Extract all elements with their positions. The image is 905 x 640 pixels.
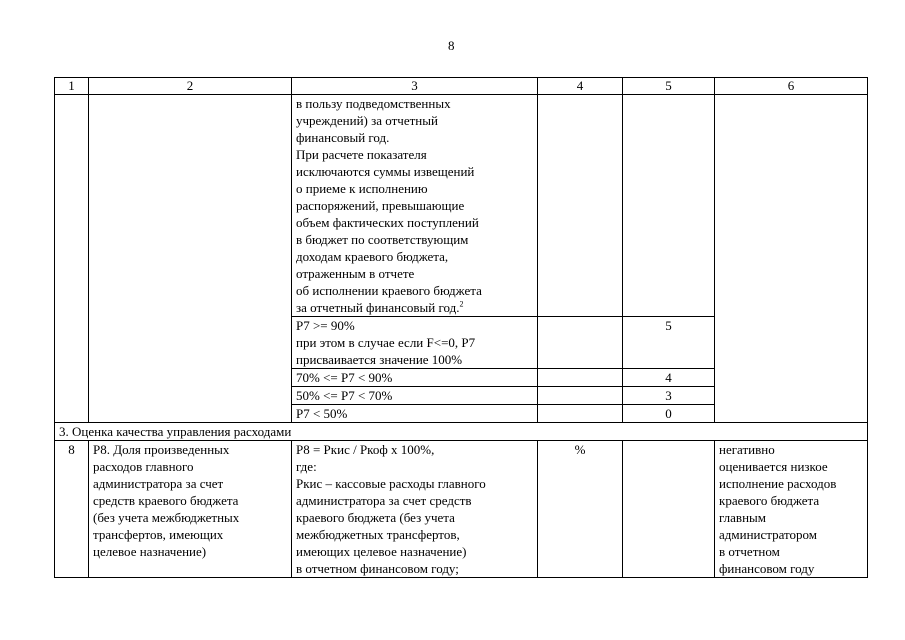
row8-name: Р8. Доля произведенных расходов главного администратора за счет средств краевого бюджета (без учета межбюджетных трансфертов, имеющих целевое назначение) bbox=[89, 441, 292, 578]
page-number: 8 bbox=[448, 38, 455, 53]
header-col-3: 3 bbox=[292, 78, 538, 95]
criteria-score: 0 bbox=[623, 405, 715, 423]
criteria-score: 4 bbox=[623, 369, 715, 387]
header-col-6: 6 bbox=[715, 78, 868, 95]
continuation-text: в пользу подведомственных учреждений) за отчетный финансовый год. При расчете показателя исключаются суммы извещений о приеме к исполнению распоряжений, превышающие объем фактических поступлений в бюджет по соответствующим доходам краевого бюджета, отраженным в отчете об исполнении краевого бюджета за отчетный финансовый год. bbox=[296, 96, 482, 315]
footnote-mark: 2 bbox=[459, 299, 464, 309]
indicator-row-8 bbox=[55, 441, 868, 578]
header-col-2: 2 bbox=[89, 78, 292, 95]
header-row bbox=[55, 78, 868, 95]
row8-comment: негативно оценивается низкое исполнение расходов краевого бюджета главным администратором в отчетном финансовом году bbox=[715, 441, 868, 578]
criteria-unit-cell bbox=[538, 387, 623, 405]
row8-num: 8 bbox=[55, 441, 89, 578]
continuation-text-cell bbox=[292, 95, 538, 317]
criteria-condition: Р7 < 50% bbox=[292, 405, 538, 423]
criteria-condition: 70% <= Р7 < 90% bbox=[292, 369, 538, 387]
continuation-row bbox=[55, 95, 868, 317]
row8-score bbox=[623, 441, 715, 578]
header-col-4: 4 bbox=[538, 78, 623, 95]
indicators-table bbox=[54, 77, 868, 578]
continuation-unit-cell bbox=[538, 95, 623, 317]
section-row bbox=[55, 423, 868, 441]
continuation-comment-cell bbox=[715, 95, 868, 423]
header-col-1: 1 bbox=[55, 78, 89, 95]
criteria-score: 3 bbox=[623, 387, 715, 405]
criteria-unit-cell bbox=[538, 405, 623, 423]
criteria-unit-cell bbox=[538, 369, 623, 387]
row8-unit: % bbox=[538, 441, 623, 578]
continuation-name-cell bbox=[89, 95, 292, 423]
continuation-score-cell bbox=[623, 95, 715, 317]
criteria-condition: 50% <= Р7 < 70% bbox=[292, 387, 538, 405]
criteria-score: 5 bbox=[623, 317, 715, 369]
header-col-5: 5 bbox=[623, 78, 715, 95]
criteria-condition: Р7 >= 90% при этом в случае если F<=0, Р7 присваивается значение 100% bbox=[292, 317, 538, 369]
continuation-num-cell bbox=[55, 95, 89, 423]
row8-formula: Р8 = Ркис / Ркоф х 100%, где: Ркис – кассовые расходы главного администратора за счет средств краевого бюджета (без учета межбюджетных трансфертов, имеющих целевое назначение) в отчетном финансовом году; bbox=[292, 441, 538, 578]
section-title: 3. Оценка качества управления расходами bbox=[55, 423, 868, 441]
criteria-unit-cell bbox=[538, 317, 623, 369]
